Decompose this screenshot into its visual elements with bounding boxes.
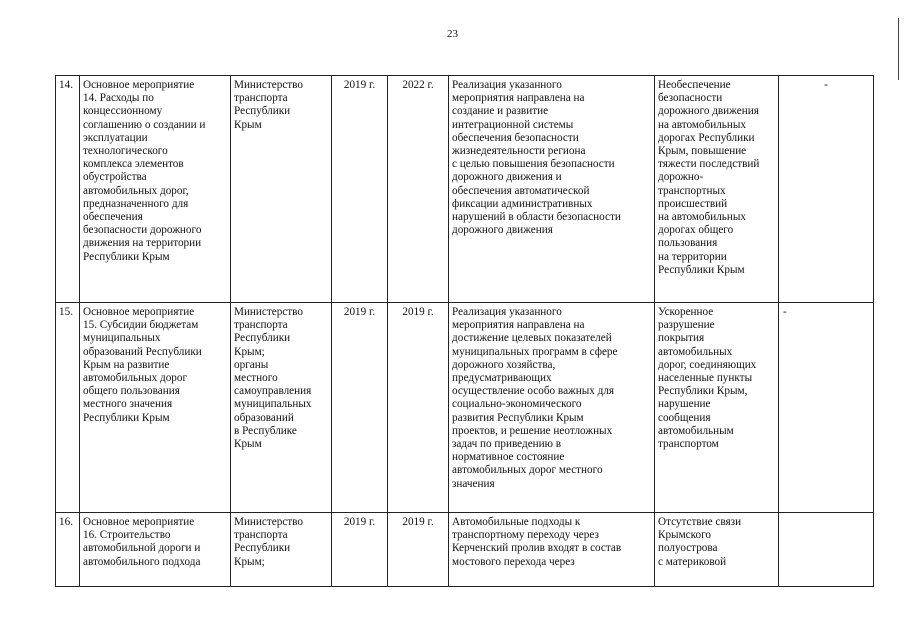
- indicator-cell: -: [779, 303, 874, 513]
- executor-cell: Министерство транспорта Республики Крым;: [231, 513, 332, 587]
- table-row: [56, 513, 874, 587]
- end-year-cell: 2019 г.: [388, 303, 449, 513]
- event-name-cell: Основное мероприятие 16. Строительство автомобильной дороги и автомобильного подхода: [80, 513, 231, 587]
- expected-result-cell: Автомобильные подходы к транспортному переходу через Керченский пролив входят в состав мостового перехода через: [449, 513, 655, 587]
- end-year-cell: 2019 г.: [388, 513, 449, 587]
- indicator-cell: -: [779, 76, 874, 303]
- page-number: 23: [447, 28, 458, 40]
- indicator-cell: [779, 513, 874, 587]
- start-year-cell: 2019 г.: [332, 76, 388, 303]
- row-number: 15.: [56, 303, 80, 513]
- row-number: 14.: [56, 76, 80, 303]
- executor-cell: Министерство транспорта Республики Крым: [231, 76, 332, 303]
- row-number: 16.: [56, 513, 80, 587]
- consequence-cell: Ускоренное разрушение покрытия автомобильных дорог, соединяющих населенные пункты Республики Крым, нарушение сообщения автомобильным транспортом: [655, 303, 779, 513]
- consequence-cell: Отсутствие связи Крымского полуострова с материковой: [655, 513, 779, 587]
- table-row: [56, 303, 874, 513]
- event-name-cell: Основное мероприятие 15. Субсидии бюджетам муниципальных образований Республики Крым на развитие автомобильных дорог общего пользования местного значения Республики Крым: [80, 303, 231, 513]
- start-year-cell: 2019 г.: [332, 513, 388, 587]
- page-edge-line: [898, 18, 899, 80]
- consequence-cell: Необеспечение безопасности дорожного движения на автомобильных дорогах Республики Крым, повышение тяжести последствий дорожно- транспортных происшествий на автомобильных дорогах общего пользования на территории Республики Крым: [655, 76, 779, 303]
- start-year-cell: 2019 г.: [332, 303, 388, 513]
- end-year-cell: 2022 г.: [388, 76, 449, 303]
- expected-result-cell: Реализация указанного мероприятия направлена на создание и развитие интеграционной системы обеспечения безопасности жизнедеятельности региона с целью повышения безопасности дорожного движения и обеспечения автоматической фиксации административных нарушений в области безопасности дорожного движения: [449, 76, 655, 303]
- event-name-cell: Основное мероприятие 14. Расходы по концессионному соглашению о создании и эксплуатации технологического комплекса элементов обустройства автомобильных дорог, предназначенного для обеспечения безопасности дорожного движения на территории Республики Крым: [80, 76, 231, 303]
- events-table: [55, 75, 874, 587]
- table-row: [56, 76, 874, 303]
- executor-cell: Министерство транспорта Республики Крым; органы местного самоуправления муниципальных образований в Республике Крым: [231, 303, 332, 513]
- expected-result-cell: Реализация указанного мероприятия направлена на достижение целевых показателей муниципальных программ в сфере дорожного хозяйства, предусматривающих осуществление особо важных для социально-экономического развития Республики Крым проектов, и решение неотложных задач по приведению в нормативное состояние автомобильных дорог местного значения: [449, 303, 655, 513]
